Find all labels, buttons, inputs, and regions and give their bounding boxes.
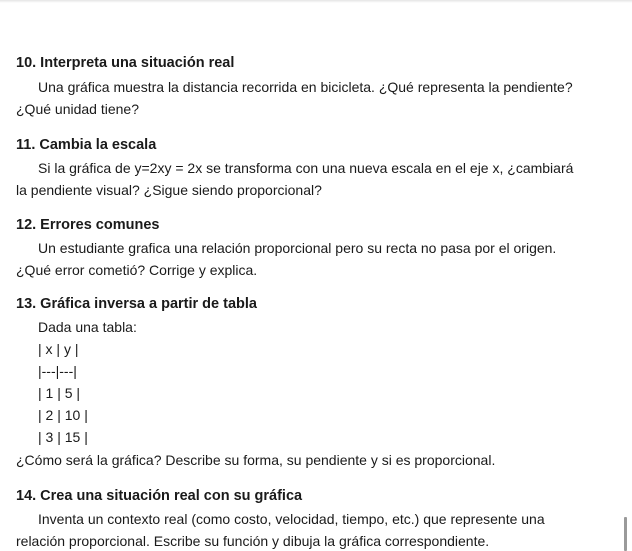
question-10-line-1: Una gráfica muestra la distancia recorrida en bicicleta. ¿Qué representa la pendiente? bbox=[38, 79, 573, 95]
question-12-line-2: ¿Qué error cometió? Corrige y explica. bbox=[16, 262, 258, 278]
question-10-title: 10. Interpreta una situación real bbox=[16, 55, 235, 71]
question-14-line-2: relación proporcional. Escribe su función y dibuja la gráfica correspondiente. bbox=[16, 533, 490, 549]
question-13-title: 13. Gráfica inversa a partir de tabla bbox=[16, 296, 257, 312]
question-14-title: 14. Crea una situación real con su gráfica bbox=[16, 488, 303, 504]
question-12-line-1: Un estudiante grafica una relación proporcional pero su recta no pasa por el origen. bbox=[38, 240, 557, 256]
question-11-line-1: Si la gráfica de y=2xy = 2x se transforma con una nueva escala en el eje x, ¿cambiará bbox=[38, 160, 574, 176]
table-row: | 3 | 15 | bbox=[38, 429, 88, 445]
question-13-line-7: ¿Cómo será la gráfica? Describe su forma, su pendiente y si es proporcional. bbox=[16, 452, 496, 468]
question-11-title: 11. Cambia la escala bbox=[16, 137, 157, 153]
top-edge-divider bbox=[0, 0, 632, 3]
question-11-line-2: la pendiente visual? ¿Sigue siendo proporcional? bbox=[16, 182, 322, 198]
table-row: | 2 | 10 | bbox=[38, 407, 88, 423]
question-10-line-2: ¿Qué unidad tiene? bbox=[16, 101, 139, 117]
question-14-line-1: Inventa un contexto real (como costo, velocidad, tiempo, etc.) que represente una bbox=[38, 511, 545, 527]
question-12-title: 12. Errores comunes bbox=[16, 217, 160, 233]
table-separator-row: |---|---| bbox=[38, 363, 77, 379]
table-row: | 1 | 5 | bbox=[38, 385, 81, 401]
table-header-row: | x | y | bbox=[38, 341, 79, 357]
question-13-line-1: Dada una tabla: bbox=[38, 319, 137, 335]
scrollbar-thumb[interactable] bbox=[624, 517, 627, 551]
